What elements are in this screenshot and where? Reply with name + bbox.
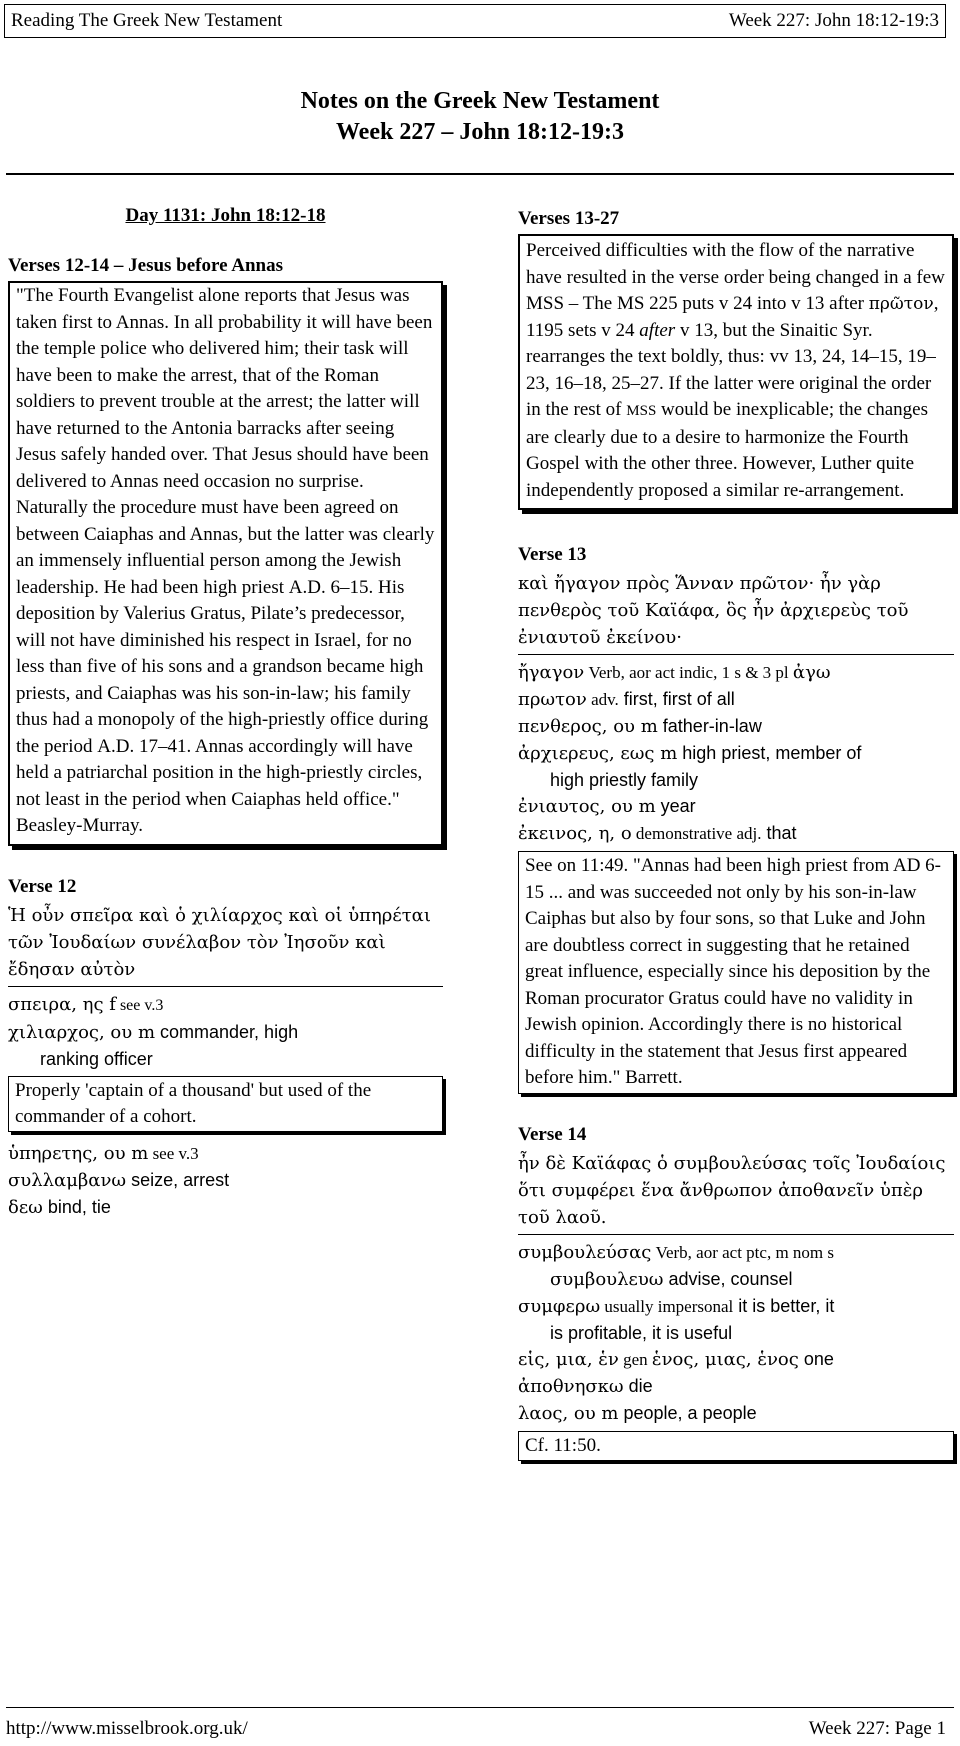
quote-text: 6–15. His deposition by Valerius Gratus, Pilate’s predecessor, will not have diminished his respect in Israel, for no less than five of his sons and a grandson became high priests, and Caiaphas was his son-in-law; his family thus had a monopoly of the high-priestly office during the period [16,576,429,757]
vocab-entry: ἤγαγον Verb, aor act indic, 1 s & 3 pl ἀγω [518,662,831,683]
era-label: A.D. [288,576,326,598]
page-title [0,86,960,148]
vocab-entry: ἀποθνησκω die [518,1375,653,1397]
vocab-continued: is profitable, it is useful [550,1322,733,1343]
title-line-1: Notes on the Greek New Testament [300,88,660,114]
running-header [4,4,946,38]
greek-verse: ἦν δὲ Καϊάφας ὁ συμβουλεύσας τοῖς Ἰουδαίοις ὅτι συμφέρει ἕνα ἄνθρωπον ἀποθανεῖν ὑπὲρ τοῦ λαοῦ. [518,1150,954,1235]
title-line-2: Week 227 – John 18:12-19:3 [336,119,624,145]
vocab-entry: πρωτον adv. first, first of all [518,689,735,710]
vocab-entry: εἱς, μια, ἑν gen ἑνος, μιας, ἑνος one [518,1348,834,1370]
verse-heading: Verse 14 [518,1123,587,1145]
vocab-list [8,1140,443,1221]
vocab-entry: ἐνιαυτος, ου m year [518,796,696,817]
vocab-entry: χιλιαρχος, ου m commander, high [8,1021,299,1043]
commentary-box [8,281,443,846]
header-right: Week 227: John 18:12-19:3 [728,10,939,31]
quote-text: 17–41. Annas accordingly will have held a patriarchal position in the high-priestly circles, not least in the period when Caiaphas held office." Beasley-Murray. [16,735,423,836]
vocab-entry: λαος, ου m people, a people [518,1402,757,1424]
vocab-list [518,659,954,847]
vocab-continued: ranking officer [40,1048,153,1069]
vocab-entry: ἀρχιερευς, εως m high priest, member of [518,743,862,764]
title-rule [6,173,954,175]
verse-heading: Verse 12 [8,875,77,897]
vocab-entry: συμφερω usually impersonal it is better, it [518,1295,835,1317]
header-left: Reading The Greek New Testament [11,10,283,31]
section-heading: Verses 13-27 [518,208,620,229]
note-box: See on 11:49. "Annas had been high priest from AD 6-15 ... and was succeeded not only by his son-in-law Caiphas but also by four sons, so that Luke and John are doubtless correct in suggesting that he retained great influence, especially since his deposition by the Roman procurator Gratus could have no validity in Jewish opinion. Accordingly there is no historical difficulty in the statement that Jesus first appeared before him." Barrett. [518,851,954,1094]
vocab-entry: πενθερος, ου m father-in-law [518,716,762,737]
verse-heading: Verse 13 [518,544,587,565]
vocab-entry: ὑπηρετης, ου m see v.3 [8,1142,199,1164]
vocab-entry: ἐκεινος, η, ο demonstrative adj. that [518,823,797,844]
section-heading: Verses 12-14 – Jesus before Annas [8,255,283,276]
right-column [518,208,954,1461]
vocab-list [518,1239,954,1427]
commentary-box: Perceived difficulties with the flow of the narrative have resulted in the verse order being changed in a few MSS – The MS 225 puts v 24 into v 13 after πρῶτον, 1195 sets v 24 after v 13, but the Sinaitic Syr. rearranges the text boldly, thus: vv 13, 24, 14–15, 19–23, 16–18, 25–27. If the latter were original the order in the rest of MSS would be inexplicable; the changes are clearly due to a desire to harmonize the Fourth Gospel with the other three. However, Luther quite independently proposed a similar re-arrangement. [518,234,954,510]
vocab-list [8,991,443,1072]
footer-rule [6,1707,954,1708]
vocab-entry: σπειρα, ης f see v.3 [8,993,164,1015]
left-column [8,205,443,1221]
note-box: Properly 'captain of a thousand' but used of the commander of a cohort. [8,1076,443,1132]
greek-verse: Ἡ οὖν σπεῖρα καὶ ὁ χιλίαρχος καὶ οἱ ὑπηρέται τῶν Ἰουδαίων συνέλαβον τὸν Ἰησοῦν καὶ ἔδησαν αὐτὸν [8,902,443,987]
vocab-entry: συμβουλεύσας Verb, aor act ptc, m nom s [518,1241,835,1263]
era-label: A.D. [97,735,135,757]
note-box: Cf. 11:50. [518,1431,954,1461]
footer-url[interactable]: http://www.misselbrook.org.uk/ [6,1718,248,1739]
greek-verse: καὶ ἤγαγον πρὸς Ἅνναν πρῶτον· ἦν γὰρ πενθερὸς τοῦ Καϊάφα, ὃς ἦν ἀρχιερεὺς τοῦ ἐνιαυτοῦ ἐκείνου· [518,570,954,655]
vocab-entry: συλλαμβανω seize, arrest [8,1169,230,1191]
quote-text: "The Fourth Evangelist alone reports that Jesus was taken first to Annas. In all probability it will have been the temple police who delivered him; their task will have been to make the arrest, that of the Roman soldiers to prevent trouble at the arrest; the latter will have returned to the Antonia barracks after seeing Jesus safely handed over. That Jesus should have been delivered to Annas need occasion no surprise. Naturally the procedure must have been agreed on between Caiaphas and Annas, but the latter was clearly an immensely influential person among the Jewish leadership. He had been high priest [16,285,435,598]
vocab-continued: high priestly family [550,770,699,790]
vocab-entry: δεω bind, tie [8,1196,111,1218]
footer-page: Week 227: Page 1 [808,1718,946,1739]
day-heading: Day 1131: John 18:12-18 [125,205,326,226]
vocab-entry: συμβουλευω advise, counsel [550,1268,793,1290]
